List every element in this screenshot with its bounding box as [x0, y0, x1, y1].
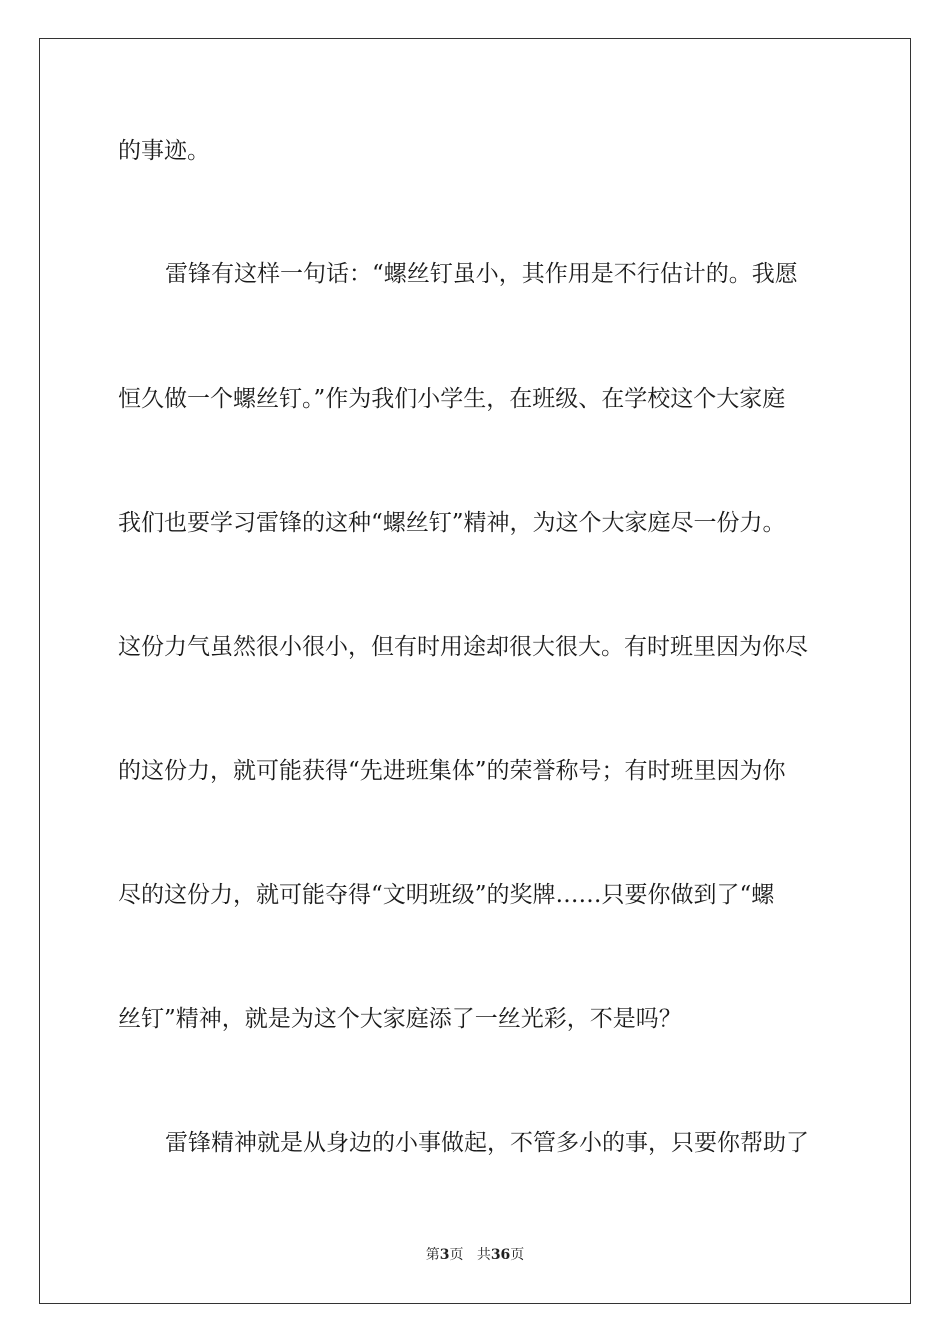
footer-page-suffix: 页: [449, 1247, 464, 1263]
text-line-3: 恒久做一个螺丝钉。”作为我们小学生，在班级、在学校这个大家庭: [118, 386, 786, 412]
page-border: [39, 38, 911, 1304]
text-line-4: 我们也要学习雷锋的这种“螺丝钉”精神，为这个大家庭尽一份力。: [118, 510, 786, 536]
footer-prefix: 第: [425, 1247, 440, 1263]
text-line-5: 这份力气虽然很小很小，但有时用途却很大很大。有时班里因为你尽: [118, 634, 808, 660]
text-line-8: 丝钉”精神，就是为这个大家庭添了一丝光彩，不是吗？: [118, 1006, 682, 1032]
text-line-1: 的事迹。: [118, 138, 210, 164]
text-line-2: 雷锋有这样一句话：“螺丝钉虽小，其作用是不行估计的。我愿: [165, 261, 798, 287]
text-line-6: 的这份力，就可能获得“先进班集体”的荣誉称号；有时班里因为你: [118, 758, 786, 784]
page-footer: [0, 1246, 950, 1264]
footer-page-number: 3: [439, 1247, 450, 1263]
text-line-7: 尽的这份力，就可能夺得“文明班级”的奖牌……只要你做到了“螺: [118, 882, 775, 908]
footer-total-prefix: 共: [476, 1247, 491, 1263]
text-line-9: 雷锋精神就是从身边的小事做起，不管多小的事，只要你帮助了: [165, 1130, 809, 1156]
footer-total-pages: 36: [490, 1247, 511, 1263]
footer-total-suffix: 页: [510, 1247, 525, 1263]
